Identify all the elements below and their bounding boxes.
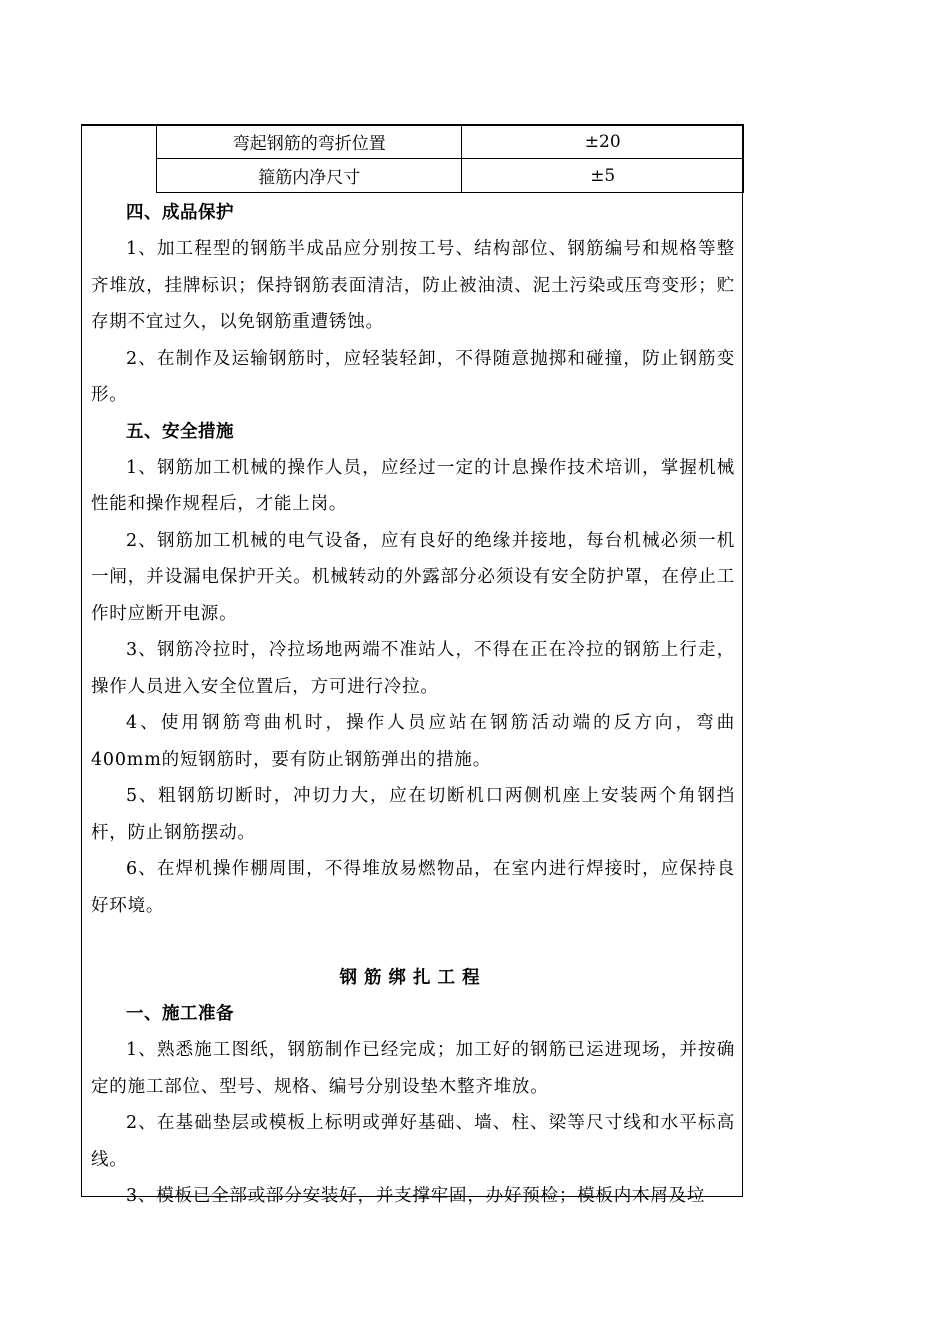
table-cell-value: ±20 [462, 125, 744, 159]
table-row [157, 159, 744, 193]
paragraph: 6、在焊机操作棚周围，不得堆放易燃物品，在室内进行焊接时，应保持良好环境。 [91, 859, 735, 916]
paragraph: 3、模板已全部或部分安装好，并支撑牢固，办好预检；模板内木屑及垃 [126, 1186, 706, 1206]
paragraph: 1、熟悉施工图纸，钢筋制作已经完成；加工好的钢筋已运进现场，并按确定的施工部位、型号、规格、编号分别设垫木整齐堆放。 [91, 1040, 735, 1097]
paragraph: 2、钢筋加工机械的电气设备，应有良好的绝缘并接地，每台机械必须一机一闸，并设漏电保护开关。机械转动的外露部分必须设有安全防护罩，在停止工作时应断开电源。 [91, 530, 735, 624]
paragraph: 2、在制作及运输钢筋时，应轻装轻卸，不得随意抛掷和碰撞，防止钢筋变形。 [91, 348, 735, 405]
tolerance-table [156, 124, 744, 193]
paragraph: 4、使用钢筋弯曲机时，操作人员应站在钢筋活动端的反方向，弯曲400mm的短钢筋时，要有防止钢筋弹出的措施。 [91, 713, 735, 770]
table-row [157, 125, 744, 159]
blank-line [91, 924, 735, 960]
document-body [91, 195, 735, 1215]
table-cell-item: 箍筋内净尺寸 [157, 159, 462, 193]
paragraph: 1、加工程型的钢筋半成品应分别按工号、结构部位、钢筋编号和规格等整齐堆放，挂牌标识；保持钢筋表面清洁，防止被油渍、泥土污染或压弯变形；贮存期不宜过久，以免钢筋重遭锈蚀。 [91, 239, 735, 332]
section-heading: 五、安全措施 [126, 421, 234, 442]
paragraph: 5、粗钢筋切断时，冲切力大，应在切断机口两侧机座上安装两个角钢挡杆，防止钢筋摆动。 [91, 786, 735, 843]
section-heading: 四、成品保护 [126, 203, 234, 223]
paragraph: 3、钢筋冷拉时，冷拉场地两端不准站人，不得在正在冷拉的钢筋上行走，操作人员进入安全位置后，方可进行冷拉。 [91, 640, 735, 697]
paragraph: 2、在基础垫层或模板上标明或弹好基础、墙、柱、梁等尺寸线和水平标高线。 [91, 1113, 735, 1170]
table-cell-item: 弯起钢筋的弯折位置 [157, 125, 462, 159]
chapter-title: 钢筋绑扎工程 [339, 968, 487, 988]
section-heading: 一、施工准备 [126, 1004, 234, 1024]
paragraph: 1、钢筋加工机械的操作人员，应经过一定的计息操作技术培训，掌握机械性能和操作规程后，才能上岗。 [91, 457, 735, 514]
table-cell-value: ±5 [462, 159, 744, 193]
